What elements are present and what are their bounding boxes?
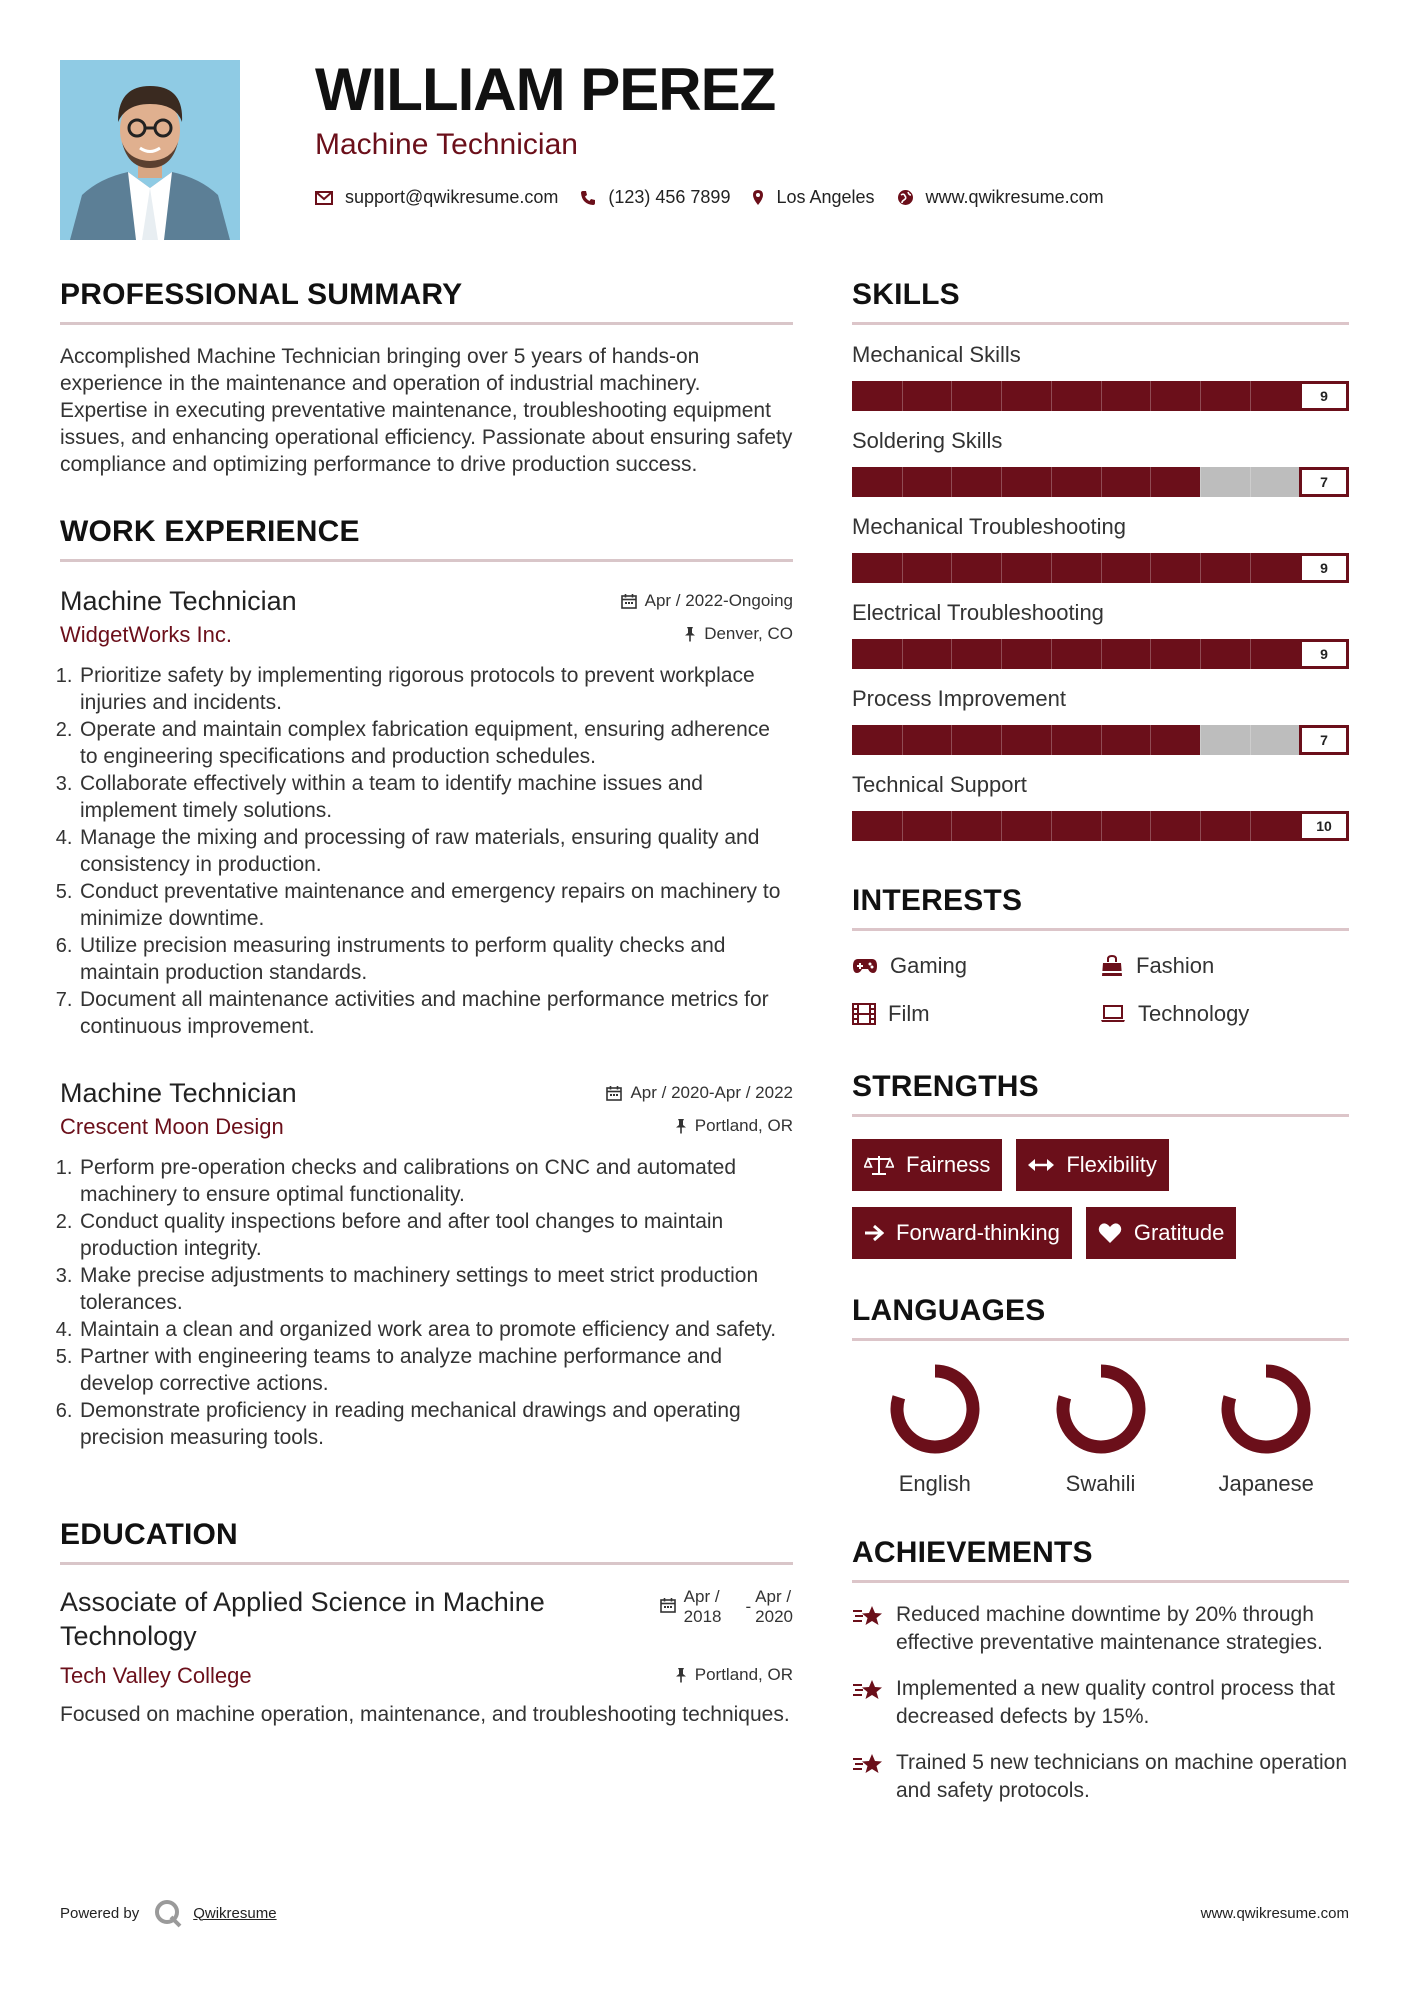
achievement-text: Implemented a new quality control process that decreased defects by 15%.	[896, 1677, 1335, 1728]
calendar-icon	[660, 1597, 676, 1613]
shooting-star-icon	[852, 1677, 884, 1703]
duty-item: 7. Document all maintenance activities and machine performance metrics for continuous improvement.	[78, 986, 793, 1040]
language-level-arc	[1228, 1371, 1304, 1447]
skill-bar-segment	[951, 467, 952, 497]
skill-item	[852, 771, 1349, 841]
skills-list	[852, 341, 1349, 841]
footer-website[interactable]: www.qwikresume.com	[1200, 1905, 1349, 1922]
skill-bar-segment	[1200, 553, 1201, 583]
skill-bar-segment	[902, 467, 903, 497]
skill-bar-segment	[1101, 381, 1102, 411]
skill-bar-segment	[1101, 639, 1102, 669]
job-company: WidgetWorks Inc.	[60, 622, 232, 647]
right-column	[852, 275, 1349, 1805]
skill-bar-segment	[1200, 467, 1201, 497]
skill-bar-segment	[1150, 553, 1151, 583]
skill-bar-fill	[852, 725, 1200, 755]
contact-email[interactable]	[315, 187, 558, 208]
qwikresume-link[interactable]: Qwikresume	[193, 1904, 277, 1922]
skill-bar-segment	[1101, 811, 1102, 841]
candidate-name: WILLIAM PEREZ	[315, 56, 776, 123]
education-start-year: 2018	[683, 1607, 722, 1626]
footer-powered-by	[60, 1898, 277, 1928]
skill-item	[852, 427, 1349, 497]
duty-item: 3. Collaborate effectively within a team to identify machine issues and implement timely solutions.	[78, 770, 793, 824]
education-location-text: Portland, OR	[694, 1665, 793, 1684]
skill-bar-fill	[852, 553, 1299, 583]
laptop-icon	[1100, 1005, 1126, 1023]
skill-level-number: 9	[1299, 381, 1349, 411]
interests-grid	[852, 953, 1349, 1027]
achievement-item	[852, 1749, 1349, 1805]
contact-location-text: Los Angeles	[776, 187, 875, 207]
strength-badge	[1016, 1139, 1168, 1191]
globe-icon	[897, 189, 914, 206]
duty-item: 2. Conduct quality inspections before and after tool changes to maintain production integrity.	[78, 1208, 793, 1262]
contact-email-text: support@qwikresume.com	[345, 187, 559, 207]
duty-item: 4. Maintain a clean and organized work area to promote efficiency and safety.	[78, 1316, 793, 1343]
interest-item-gaming	[852, 953, 1100, 979]
skill-bar-segment	[951, 811, 952, 841]
skill-bar-segment	[1001, 381, 1002, 411]
job-location-text: Denver, CO	[704, 624, 793, 643]
profile-photo	[60, 60, 240, 240]
strength-label: Gratitude	[1133, 1220, 1225, 1245]
skill-bar-segment	[1051, 381, 1052, 411]
skill-bar-segment	[951, 639, 952, 669]
education-end-year: 2020	[755, 1607, 793, 1626]
skill-name: Process Improvement	[852, 686, 1066, 711]
strength-label: Flexibility	[1066, 1152, 1157, 1177]
language-label: Swahili	[1065, 1471, 1136, 1496]
skill-bar-segment	[1101, 553, 1102, 583]
skill-level-number: 7	[1299, 467, 1349, 497]
skills-section	[852, 275, 1349, 841]
skill-name: Electrical Troubleshooting	[852, 600, 1104, 625]
education-end-month: Apr /	[755, 1587, 792, 1606]
experience-section	[60, 512, 793, 1451]
contact-location	[752, 187, 874, 208]
strengths-section	[852, 1067, 1349, 1259]
skill-level-number: 9	[1299, 553, 1349, 583]
skill-bar-fill	[852, 467, 1200, 497]
skill-bar	[852, 639, 1349, 669]
job-duties	[60, 662, 793, 1040]
skill-level-number: 9	[1299, 639, 1349, 669]
language-label: Japanese	[1218, 1471, 1314, 1496]
interest-item-technology	[1100, 1001, 1348, 1027]
skill-bar-fill	[852, 639, 1299, 669]
skill-bar-segment	[1051, 811, 1052, 841]
interest-label: Technology	[1138, 1001, 1250, 1026]
calendar-icon	[621, 593, 637, 609]
job-location	[675, 1116, 793, 1136]
skill-bar-segment	[902, 639, 903, 669]
skill-bar-segment	[902, 811, 903, 841]
job-company: Crescent Moon Design	[60, 1114, 284, 1139]
pushpin-icon	[675, 1118, 687, 1134]
skill-bar-segment	[1200, 811, 1201, 841]
education-date-dash: -	[745, 1597, 752, 1616]
education-description: Focused on machine operation, maintenance, and troubleshooting techniques.	[60, 1703, 790, 1726]
language-item	[1183, 1361, 1349, 1497]
summary-section	[60, 275, 793, 478]
contact-phone[interactable]	[580, 187, 730, 208]
language-item	[1018, 1361, 1184, 1497]
phone-icon	[580, 190, 596, 206]
skill-name: Mechanical Troubleshooting	[852, 514, 1126, 539]
skill-bar-fill	[852, 381, 1299, 411]
language-label: English	[898, 1471, 971, 1496]
strength-label: Forward-thinking	[896, 1220, 1060, 1245]
skill-bar-segment	[1001, 811, 1002, 841]
skill-item	[852, 341, 1349, 411]
skill-bar-segment	[1250, 639, 1251, 669]
skill-bar-segment	[1150, 639, 1151, 669]
strength-badge	[1086, 1207, 1237, 1259]
person-portrait-icon	[60, 60, 240, 240]
job-title: Machine Technician	[60, 586, 297, 616]
envelope-icon	[315, 191, 333, 205]
duty-item: 6. Demonstrate proficiency in reading mechanical drawings and operating precision measuring tools.	[78, 1397, 793, 1451]
strengths-title: STRENGTHS	[852, 1067, 1349, 1117]
languages-list	[852, 1361, 1349, 1497]
job-location-text: Portland, OR	[694, 1116, 793, 1135]
arrows-horizontal-icon	[1028, 1158, 1054, 1172]
skill-bar-segment	[1051, 553, 1052, 583]
job-dates-text: Apr / 2020-Apr / 2022	[630, 1083, 793, 1102]
skill-bar-segment	[1150, 725, 1151, 755]
skill-bar-segment	[1001, 467, 1002, 497]
skill-bar-segment	[1250, 467, 1251, 497]
duty-item: 4. Manage the mixing and processing of raw materials, ensuring quality and consistency in production.	[78, 824, 793, 878]
skill-bar-segment	[1051, 639, 1052, 669]
skill-bar-segment	[1200, 639, 1201, 669]
skill-bar-segment	[1051, 725, 1052, 755]
scale-icon	[864, 1154, 894, 1176]
job-dates	[606, 1083, 793, 1103]
skill-bar-segment	[951, 725, 952, 755]
skill-bar-segment	[1150, 381, 1151, 411]
job-dates	[621, 591, 793, 611]
left-column	[60, 275, 793, 1728]
skill-bar-segment	[1150, 467, 1151, 497]
skill-name: Mechanical Skills	[852, 342, 1021, 367]
skill-bar	[852, 381, 1349, 411]
language-level-arc	[1063, 1371, 1139, 1447]
duty-item: 1. Perform pre-operation checks and calibrations on CNC and automated machinery to ensure optimal functionality.	[78, 1154, 793, 1208]
shooting-star-icon	[852, 1751, 884, 1777]
shopping-bag-icon	[1100, 955, 1124, 977]
education-title: EDUCATION	[60, 1515, 793, 1565]
skill-name: Technical Support	[852, 772, 1027, 797]
skill-level-number: 10	[1299, 811, 1349, 841]
calendar-icon	[606, 1085, 622, 1101]
skill-bar-segment	[1001, 553, 1002, 583]
job-location	[684, 624, 793, 644]
skill-bar-segment	[1200, 381, 1201, 411]
skill-bar-segment	[902, 381, 903, 411]
skill-level-number: 7	[1299, 725, 1349, 755]
skill-bar-segment	[1250, 811, 1251, 841]
education-start-month: Apr /	[683, 1587, 720, 1606]
interest-label: Film	[888, 1001, 930, 1026]
achievement-text: Trained 5 new technicians on machine operation and safety protocols.	[896, 1751, 1347, 1802]
language-item	[852, 1361, 1018, 1497]
interest-label: Fashion	[1136, 953, 1215, 978]
skill-bar-segment	[1250, 725, 1251, 755]
skill-bar-segment	[1250, 553, 1251, 583]
skill-bar-segment	[951, 553, 952, 583]
arrow-right-icon	[864, 1224, 884, 1242]
skill-bar	[852, 725, 1349, 755]
skill-bar	[852, 553, 1349, 583]
language-level-ring	[1218, 1361, 1314, 1457]
skill-item	[852, 513, 1349, 583]
pushpin-icon	[684, 626, 696, 642]
candidate-role: Machine Technician	[315, 128, 578, 161]
job-entry	[60, 1076, 793, 1451]
job-dates-text: Apr / 2022-Ongoing	[644, 591, 793, 610]
powered-by-text: Powered by	[60, 1904, 140, 1922]
map-pin-icon	[752, 189, 764, 206]
interests-title: INTERESTS	[852, 881, 1349, 931]
skill-bar-segment	[1150, 811, 1151, 841]
education-section	[60, 1515, 793, 1728]
duty-item: 5. Partner with engineering teams to analyze machine performance and develop corrective actions.	[78, 1343, 793, 1397]
skill-bar-segment	[902, 725, 903, 755]
film-icon	[852, 1003, 876, 1025]
skill-bar-segment	[951, 381, 952, 411]
job-title: Machine Technician	[60, 1078, 297, 1108]
qwikresume-logo-icon	[153, 1898, 183, 1928]
achievement-item	[852, 1675, 1349, 1731]
contact-phone-text: (123) 456 7899	[608, 187, 731, 207]
skill-bar	[852, 811, 1349, 841]
education-dates	[660, 1587, 793, 1653]
language-level-arc	[897, 1371, 973, 1447]
interest-label: Gaming	[890, 953, 968, 978]
duty-item: 5. Conduct preventative maintenance and emergency repairs on machinery to minimize downtime.	[78, 878, 793, 932]
skill-bar-segment	[1101, 725, 1102, 755]
shooting-star-icon	[852, 1603, 884, 1629]
experience-title: WORK EXPERIENCE	[60, 512, 793, 562]
skill-bar-segment	[1250, 381, 1251, 411]
skill-item	[852, 599, 1349, 669]
achievement-text: Reduced machine downtime by 20% through effective preventative maintenance strategies.	[896, 1603, 1323, 1654]
achievements-title: ACHIEVEMENTS	[852, 1533, 1349, 1583]
contact-website-text: www.qwikresume.com	[925, 187, 1104, 207]
skill-bar-segment	[1001, 639, 1002, 669]
skill-bar-segment	[1200, 725, 1201, 755]
duty-item: 3. Make precise adjustments to machinery settings to meet strict production tolerances.	[78, 1262, 793, 1316]
contact-website[interactable]	[897, 187, 1104, 208]
duty-item: 2. Operate and maintain complex fabrication equipment, ensuring adherence to engineering specifications and production schedules.	[78, 716, 793, 770]
summary-title: PROFESSIONAL SUMMARY	[60, 275, 793, 325]
strength-label: Fairness	[906, 1152, 991, 1177]
resume-header	[315, 55, 1355, 208]
interests-section	[852, 881, 1349, 1027]
job-duties	[60, 1154, 793, 1451]
duty-item: 1. Prioritize safety by implementing rigorous protocols to prevent workplace injuries and incidents.	[78, 662, 793, 716]
achievements-section	[852, 1533, 1349, 1805]
strengths-list	[852, 1139, 1349, 1259]
education-location	[675, 1665, 793, 1685]
skill-bar-segment	[1101, 467, 1102, 497]
language-level-ring	[1053, 1361, 1149, 1457]
skill-bar-segment	[1051, 467, 1052, 497]
strength-badge	[852, 1139, 1002, 1191]
interest-item-fashion	[1100, 953, 1348, 979]
language-level-ring	[887, 1361, 983, 1457]
summary-text: Accomplished Machine Technician bringing over 5 years of hands-on experience in the maintenance and operation of industrial machinery. Expertise in executing preventative maintenance, troubleshooting equipment issues, and enhancing operational efficiency. Passionate about ensuring safety compliance and optimizing performance to drive production success.	[60, 345, 793, 476]
contact-bar	[315, 187, 1355, 208]
skill-bar	[852, 467, 1349, 497]
languages-section	[852, 1291, 1349, 1497]
strength-badge	[852, 1207, 1072, 1259]
duty-item: 6. Utilize precision measuring instruments to perform quality checks and maintain production standards.	[78, 932, 793, 986]
achievement-item	[852, 1601, 1349, 1657]
education-degree: Associate of Applied Science in Machine Technology	[60, 1587, 545, 1651]
education-school: Tech Valley College	[60, 1663, 252, 1688]
skills-title: SKILLS	[852, 275, 1349, 325]
pushpin-icon	[675, 1667, 687, 1683]
languages-title: LANGUAGES	[852, 1291, 1349, 1341]
heart-icon	[1098, 1222, 1122, 1244]
skill-bar-segment	[902, 553, 903, 583]
skill-bar-segment	[1001, 725, 1002, 755]
job-entry	[60, 584, 793, 1040]
skill-name: Soldering Skills	[852, 428, 1003, 453]
skill-item	[852, 685, 1349, 755]
gamepad-icon	[852, 957, 878, 975]
interest-item-film	[852, 1001, 1100, 1027]
